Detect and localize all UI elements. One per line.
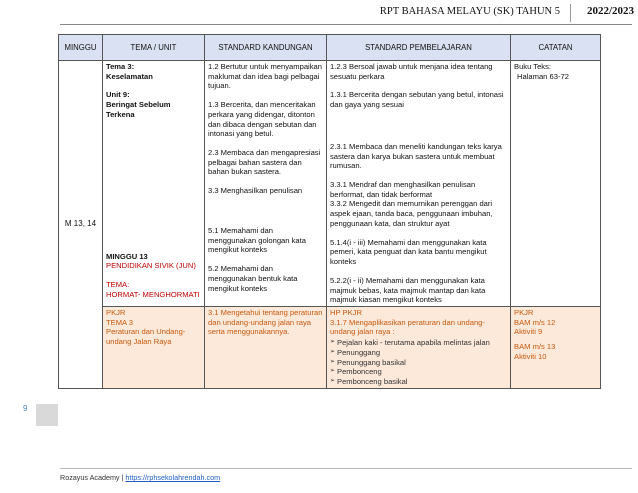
list-item: ➢ Penunggang [330,348,507,358]
catatan-value: Halaman 63-72 [517,71,569,81]
column-header-catatan: CATATAN [511,35,601,61]
pkjr-bullet-list [330,338,507,387]
theme-label: Tema 3: [106,62,135,71]
document-title: RPT BAHASA MELAYU (SK) TAHUN 5 [379,6,560,17]
theme-name: Keselamatan [106,71,153,81]
pkjr-catatan-bam-1: BAM m/s 12 [514,317,556,327]
rpt-table [58,34,601,389]
page-number: 9 [23,404,28,413]
header-rule [60,24,632,25]
pkjr-topic: Peraturan dan Undang-undang Jalan Raya [106,327,186,347]
column-header-tema: TEMA / UNIT [103,35,205,61]
pembelajaran-item: 5.1.4(i - iii) Memahami dan menggunakan kata pemeri, kata penguat dan kata bantu mengikut konteks [330,237,487,267]
kandungan-cell [205,61,327,307]
pkjr-theme: TEMA 3 [106,317,134,327]
footer-link[interactable]: https://rphsekolahrendah.com [125,473,221,482]
pembelajaran-item: 3.3.2 Mengedit dan memurnikan perenggan dari aspek ejaan, tanda baca, penggunaan imbuhan, penggunaan kata, dan struktur ayat [330,199,493,228]
kandungan-item: 1.2 Bertutur untuk menyampaikan maklumat dan idea bagi pelbagai tujuan. [208,62,322,91]
pkjr-tema-cell [103,306,205,388]
pkjr-label: PKJR [106,307,126,317]
pkjr-catatan-aktiviti-1: Aktiviti 9 [514,327,543,337]
pembelajaran-item: 1.2.3 Bersoal jawab untuk menjana idea tentang sesuatu perkara [330,62,493,81]
pkjr-catatan-label: PKJR [514,307,534,317]
pkjr-row [59,306,601,388]
pkjr-catatan-bam-2: BAM m/s 13 [514,342,556,352]
footer-rule [60,468,632,469]
unit-name-line-1: Beringat Sebelum [106,100,171,110]
pembelajaran-item: 5.2.2(i - ii) Memahami dan menggunakan kata majmuk bebas, kata majmuk mantap dan kata majmuk kiasan mengikut konteks [330,275,486,305]
tema-value: HORMAT- MENGHORMATI [106,289,200,299]
column-header-kandungan: STANDARD KANDUNGAN [205,35,327,61]
list-item: ➢ Pembonceng basikal [330,377,507,387]
kandungan-item: 5.1 Memahami dan menggunakan golongan kata mengikut konteks [208,225,306,255]
week-label: MINGGU 13 [106,251,148,261]
list-item: ➢ Pejalan kaki - terutama apabila melintas jalan [330,338,507,348]
pkjr-hp-text: 3.1.7 Mengaplikasikan peraturan dan undang-undang jalan raya : [330,317,485,337]
catatan-cell [511,61,601,307]
column-header-pembelajaran: STANDARD PEMBELAJARAN [327,35,511,61]
side-mark [36,404,58,426]
list-item: ➢ Penunggang basikal [330,358,507,368]
footer [60,473,220,482]
pkjr-catatan-cell [511,306,601,388]
unit-name-line-2: Terkena [106,109,135,119]
pembelajaran-item: 2.3.1 Membaca dan meneliti kandungan teks karya sastera dan karya bukan sastera untuk membuat rumusan. [330,141,502,171]
table-header-row [59,35,601,61]
pembelajaran-item: 1.3.1 Bercerita dengan sebutan yang betul, intonasi dan gaya yang sesuai [330,90,504,110]
pkjr-hp-title: HP PKJR [330,307,362,317]
unit-label: Unit 9: [106,90,130,100]
list-item: ➢ Pembonceng [330,367,507,377]
catatan-label: Buku Teks: [514,62,552,71]
pembelajaran-cell [327,61,511,307]
document-year: 2022/2023 [586,5,634,17]
week-theme: PENDIDIKAN SIVIK (JUN) [106,261,196,271]
pkjr-kandungan-cell: 3.1 Mengetahui tentang peraturan dan undang-undang jalan raya serta menggunakannya. [205,306,327,388]
tema-label: TEMA: [106,280,130,290]
kandungan-item: 2.3 Membaca dan mengapresiasi pelbagai bahan sastera dan bahan bukan sastera. [208,148,321,177]
table-row [59,61,601,307]
header-divider [570,4,571,22]
tema-cell [103,61,205,307]
footer-text: Rozayus Academy | [60,473,126,482]
pkjr-catatan-aktiviti-2: Aktiviti 10 [514,351,547,361]
pembelajaran-item: 3.3.1 Mendraf dan menghasilkan penulisan berformat, dan tidak berformat [330,180,476,199]
pkjr-pembelajaran-cell [327,306,511,388]
minggu-cell: M 13, 14 [59,61,103,389]
kandungan-item: 3.3 Menghasilkan penulisan [208,186,303,196]
column-header-minggu: MINGGU [59,35,103,61]
kandungan-item: 1.3 Bercerita, dan menceritakan perkara yang didengar, ditonton dan dibaca dengan sebutan dan intonasi yang betul. [208,100,317,139]
kandungan-item: 5.2 Memahami dan menggunakan bentuk kata mengikut konteks [208,264,298,293]
